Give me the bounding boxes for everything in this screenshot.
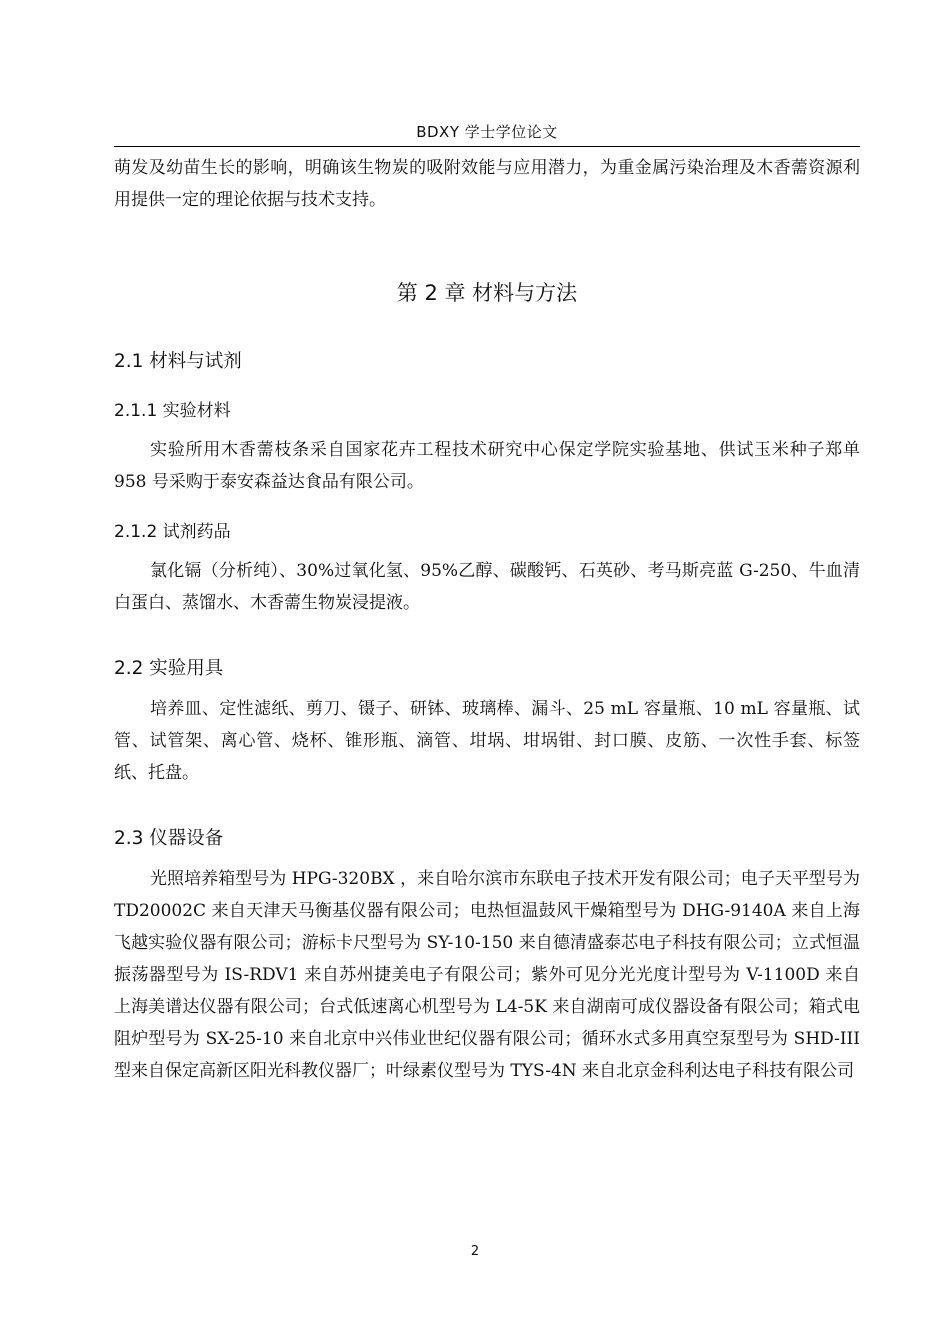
- section-2-1-1-title: 2.1.1 实验材料: [114, 401, 231, 421]
- section-2-1-2-paragraph: 氯化镉（分析纯）、30%过氧化氢、95%乙醇、碳酸钙、石英砂、考马斯亮蓝 G-250、牛血清白蛋白、蒸馏水、木香薷生物炭浸提液。: [114, 561, 860, 613]
- intro-paragraph: 萌发及幼苗生长的影响，明确该生物炭的吸附效能与应用潜力，为重金属污染治理及木香薷资源利用提供一定的理论依据与技术支持。: [114, 158, 860, 210]
- section-2-1-2-title: 2.1.2 试剂药品: [114, 522, 231, 542]
- section-2-2-paragraph: 培养皿、定性滤纸、剪刀、镊子、研钵、玻璃棒、漏斗、25 mL 容量瓶、10 mL 容量瓶、试管、试管架、离心管、烧杯、锥形瓶、滴管、坩埚、坩埚钳、封口膜、皮筋、一次性手套、标签纸、托盘。: [114, 699, 860, 783]
- chapter-title: 第 2 章 材料与方法: [396, 281, 578, 305]
- section-2-3-paragraph: 光照培养箱型号为 HPG-320BX ，来自哈尔滨市东联电子技术开发有限公司；电子天平型号为 TD20002C 来自天津天马衡基仪器有限公司；电热恒温鼓风干燥箱型号为 DHG-9140A 来自上海飞越实验仪器有限公司；游标卡尺型号为 SY-10-150 来自德清盛泰芯电子科技有限公司；立式恒温振荡器型号为 IS-RDV1 来自苏州捷美电子有限公司；紫外可见分光光度计型号为 V-1100D 来自上海美谱达仪器有限公司；台式低速离心机型号为 L4-5K 来自湖南可成仪器设备有限公司；箱式电阻炉型号为 SX-25-10 来自北京中兴伟业世纪仪器有限公司；循环水式多用真空泵型号为 SHD-III 型来自保定高新区阳光科教仪器厂；叶绿素仪型号为 TYS-4N 来自北京金科利达电子科技有限公司: [114, 869, 860, 1081]
- header-divider: [114, 146, 860, 147]
- running-header: BDXY 学士学位论文: [416, 123, 558, 141]
- section-2-2-title: 2.2 实验用具: [114, 658, 224, 679]
- page-number: 2: [470, 1244, 480, 1259]
- section-2-1-1-paragraph: 实验所用木香薷枝条采自国家花卉工程技术研究中心保定学院实验基地、供试玉米种子郑单 958 号采购于泰安森益达食品有限公司。: [114, 440, 860, 492]
- section-2-1-title: 2.1 材料与试剂: [114, 351, 242, 372]
- page-body: [114, 152, 860, 1087]
- section-2-3-title: 2.3 仪器设备: [114, 828, 224, 849]
